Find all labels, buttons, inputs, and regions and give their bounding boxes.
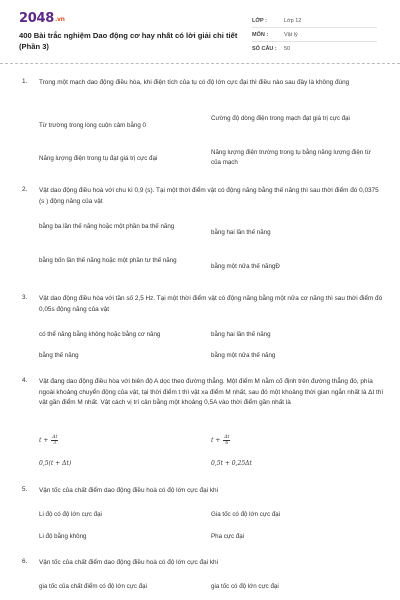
- formula-prefix: t +: [211, 437, 223, 444]
- meta-value: Vật lý: [284, 31, 298, 38]
- question-number: 5.: [22, 486, 28, 493]
- fraction-numerator: Δt: [224, 435, 230, 440]
- answer-option[interactable]: bằng hai lần thế năng: [211, 331, 271, 338]
- meta-value: Lớp 12: [284, 17, 302, 24]
- question-number: 4.: [22, 377, 28, 384]
- answer-option[interactable]: Từ trường trong lòng cuộn cảm bằng 0: [39, 122, 146, 129]
- site-logo[interactable]: [19, 11, 65, 26]
- page-header: [0, 0, 400, 60]
- header-divider: [0, 63, 400, 64]
- answer-option[interactable]: bằng một nửa thế năng: [211, 352, 276, 359]
- question-text: Vật dao động điều hoà với chu kì 0,9 (s). Tại một thời điểm vật có động năng bằng thế năng thì sau thời điểm đó 0,0375 (s ) động năng của vật: [39, 187, 379, 205]
- answer-option[interactable]: Pha cực đại: [211, 533, 245, 540]
- question-text: Vật đang dao động điều hòa với biên độ A dọc theo đường thẳng. Một điểm M nằm cố định trên đường thẳng đó, phía ngoài khoảng chuyển động của vật, tại thời điểm t thì vật xa điểm M nhất, sau đó một khoảng thời gian ngắn nhất là Δt thì vật gần điểm M nhất. Vật cách vị trí cân bằng một khoảng 0,5A vào thời điểm gần nhất là: [39, 378, 384, 407]
- meta-label: SỐ CÂU :: [252, 46, 277, 52]
- fraction-denominator: 6: [225, 441, 229, 446]
- meta-label: LỚP :: [252, 17, 267, 24]
- answer-option[interactable]: Năng lượng điện trường trong tụ bằng năng lượng điện từ của mạch: [211, 149, 371, 167]
- answer-option[interactable]: bằng một nửa thế năngĐ: [211, 263, 280, 270]
- meta-row-class: [252, 14, 377, 28]
- answer-option[interactable]: gia tốc của chất điểm có độ lớn cực đại: [39, 583, 147, 590]
- answer-option[interactable]: Cường độ dòng điện trong mạch đạt giá trị cực đại: [211, 115, 350, 122]
- answer-option[interactable]: gia tốc có độ lớn cực đại: [211, 583, 279, 590]
- question-number: 6.: [22, 558, 28, 565]
- answer-option[interactable]: [211, 435, 376, 446]
- question-number: 3.: [22, 294, 28, 301]
- fraction-numerator: Δt: [52, 435, 58, 440]
- answer-option[interactable]: Li độ có độ lớn cực đại: [39, 511, 102, 518]
- meta-value: 50: [284, 46, 291, 52]
- question-text: Vật dao động điều hòa với tần số 2,5 Hz. Tại một thời điểm vật có động năng bằng một nửa cơ năng thì sau thời điểm đó 0,05s động năng của vật: [39, 295, 383, 313]
- answer-option[interactable]: Năng lượng điện trong tụ đạt giá trị cực đại: [39, 155, 158, 162]
- logo-suffix: .vn: [54, 16, 65, 23]
- answer-option[interactable]: 0,5(t + Δt): [39, 460, 72, 467]
- meta-row-subject: [252, 28, 377, 42]
- answer-option[interactable]: bằng ba lần thế năng hoặc một phần ba thế năng: [39, 223, 175, 230]
- logo-text: 2048: [19, 11, 54, 26]
- formula-prefix: t +: [39, 437, 51, 444]
- fraction-denominator: 3: [53, 441, 57, 446]
- question-text: Vận tốc của chất điểm dao động điều hoà có độ lớn cực đại khi: [39, 487, 219, 494]
- answer-option[interactable]: có thể năng bằng không hoặc bằng cơ năng: [39, 331, 161, 338]
- question-text: Trong một mạch dao động điều hòa, khi điện tích của tụ có độ lớn cực đại thì điều nào sau đây là không đúng: [39, 79, 350, 86]
- answer-option[interactable]: bằng thế năng: [39, 352, 79, 359]
- fraction: [51, 435, 58, 446]
- answer-option[interactable]: bằng hai lần thế năng: [211, 229, 271, 236]
- fraction: [223, 435, 230, 446]
- question-number: 2.: [22, 186, 28, 193]
- meta-label: MÔN :: [252, 31, 269, 38]
- answer-option[interactable]: Li độ bằng không: [39, 533, 87, 540]
- answer-option[interactable]: [39, 435, 204, 446]
- question-number: 1.: [22, 78, 28, 85]
- answer-option[interactable]: bằng bốn lần thế năng hoặc một phần tư thế năng: [39, 257, 177, 264]
- meta-row-count: [252, 42, 377, 56]
- answer-option[interactable]: 0,5t + 0,25Δt: [211, 460, 252, 467]
- meta-table: [252, 14, 377, 56]
- document-title: 400 Bài trắc nghiệm Dao động cơ hay nhất có lời giải chi tiết (Phần 3): [19, 31, 238, 51]
- answer-option[interactable]: Gia tốc có độ lớn cực đại: [211, 511, 281, 518]
- question-text: Vận tốc của chất điểm dao động điều hoà có độ lớn cực đại khi: [39, 559, 219, 566]
